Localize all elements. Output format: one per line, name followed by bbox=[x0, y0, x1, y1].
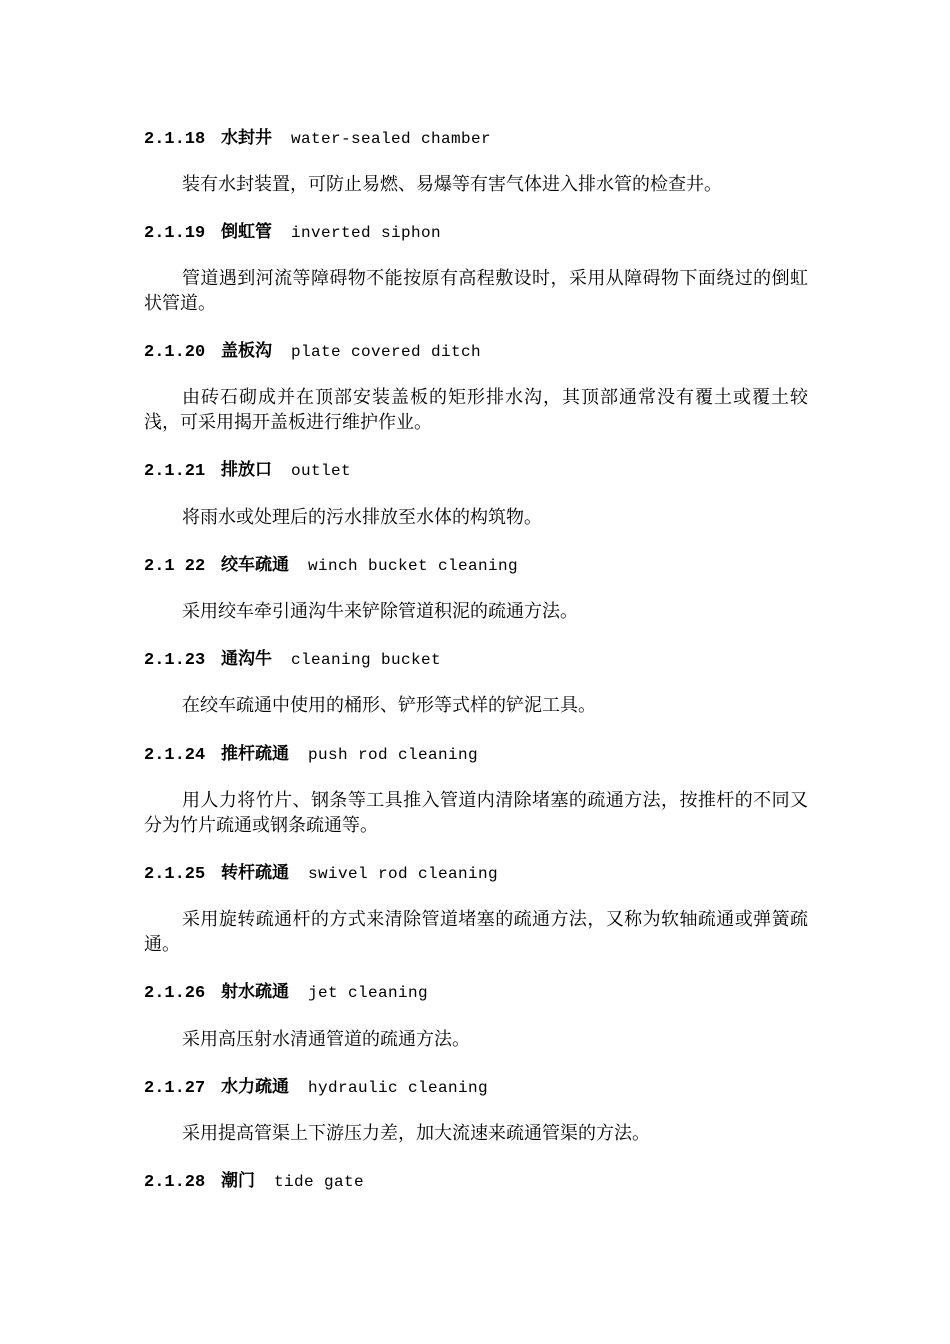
term-chinese: 推杆疏通 bbox=[221, 744, 289, 764]
term-english: cleaning bucket bbox=[291, 651, 442, 669]
term-chinese: 水力疏通 bbox=[221, 1077, 289, 1097]
term-heading bbox=[144, 647, 441, 671]
term-chinese: 盖板沟 bbox=[221, 341, 272, 361]
term-chinese: 水封井 bbox=[221, 128, 272, 148]
term-number: 2.1.25 bbox=[144, 865, 206, 884]
term-english: hydraulic cleaning bbox=[308, 1079, 489, 1097]
term-number: 2.1 22 bbox=[144, 557, 206, 576]
term-english: tide gate bbox=[274, 1173, 365, 1191]
term-definition: 管道遇到河流等障碍物不能按原有高程敷设时，采用从障碍物下面绕过的倒虹状管道。 bbox=[144, 268, 808, 314]
term-chinese: 倒虹管 bbox=[221, 222, 272, 242]
term-english: outlet bbox=[291, 462, 352, 480]
term-definition: 采用提高管渠上下游压力差，加大流速来疏通管渠的方法。 bbox=[182, 1123, 650, 1144]
term-english: jet cleaning bbox=[308, 984, 429, 1002]
term-chinese: 绞车疏通 bbox=[221, 555, 289, 575]
term-definition: 采用高压射水清通管道的疏通方法。 bbox=[182, 1029, 470, 1050]
term-number: 2.1.18 bbox=[144, 130, 206, 149]
term-number: 2.1.28 bbox=[144, 1173, 206, 1192]
term-definition: 装有水封装置，可防止易燃、易爆等有害气体进入排水管的检查井。 bbox=[182, 174, 722, 195]
term-english: water-sealed chamber bbox=[291, 130, 492, 148]
term-heading bbox=[144, 339, 481, 363]
term-heading bbox=[144, 861, 498, 885]
term-heading bbox=[144, 220, 441, 244]
term-definition: 将雨水或处理后的污水排放至水体的构筑物。 bbox=[182, 507, 542, 528]
term-english: plate covered ditch bbox=[291, 343, 482, 361]
term-definition: 用人力将竹片、钢条等工具推入管道内清除堵塞的疏通方法，按推杆的不同又分为竹片疏通或钢条疏通等。 bbox=[144, 790, 808, 836]
term-definition: 在绞车疏通中使用的桶形、铲形等式样的铲泥工具。 bbox=[182, 695, 596, 716]
term-number: 2.1.26 bbox=[144, 984, 206, 1003]
term-definition: 由砖石砌成并在顶部安装盖板的矩形排水沟，其顶部通常没有覆土或覆土较浅，可采用揭开盖板进行维护作业。 bbox=[144, 387, 808, 433]
term-english: inverted siphon bbox=[291, 224, 442, 242]
term-chinese: 转杆疏通 bbox=[221, 863, 289, 883]
term-chinese: 潮门 bbox=[221, 1171, 255, 1191]
term-english: push rod cleaning bbox=[308, 746, 479, 764]
term-chinese: 排放口 bbox=[221, 460, 272, 480]
term-heading bbox=[144, 458, 351, 482]
term-definition: 采用旋转疏通杆的方式来清除管道堵塞的疏通方法，又称为软轴疏通或弹簧疏通。 bbox=[144, 909, 808, 955]
term-chinese: 射水疏通 bbox=[221, 982, 289, 1002]
term-number: 2.1.23 bbox=[144, 651, 206, 670]
term-heading bbox=[144, 742, 478, 766]
term-heading bbox=[144, 126, 491, 150]
term-number: 2.1.21 bbox=[144, 462, 206, 481]
term-heading bbox=[144, 1075, 488, 1099]
term-definition: 采用绞车牵引通沟牛来铲除管道积泥的疏通方法。 bbox=[182, 601, 578, 622]
term-heading bbox=[144, 553, 518, 577]
term-number: 2.1.27 bbox=[144, 1079, 206, 1098]
term-chinese: 通沟牛 bbox=[221, 649, 272, 669]
term-heading bbox=[144, 1169, 364, 1193]
term-heading bbox=[144, 980, 428, 1004]
term-english: swivel rod cleaning bbox=[308, 865, 499, 883]
term-number: 2.1.24 bbox=[144, 746, 206, 765]
term-number: 2.1.20 bbox=[144, 343, 206, 362]
term-number: 2.1.19 bbox=[144, 224, 206, 243]
term-english: winch bucket cleaning bbox=[308, 557, 519, 575]
